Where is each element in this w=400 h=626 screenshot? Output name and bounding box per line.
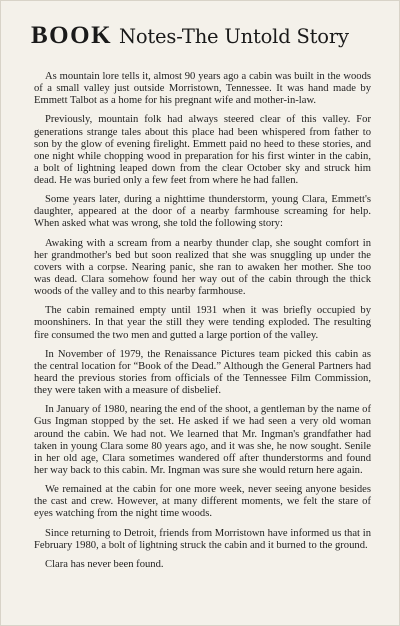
paragraph-2: Previously, mountain folk had always steered clear of this valley. For generations strange tales about this place had been whispered from father to son by the glow of evening firelight. Emmett paid no heed to these stories, and one night while chopping wood in preparation for his first winter in the cabin, a bolt of lightning leaped down from the clear October sky and struck him dead. He was buried only a few feet from where he had fallen. <box>34 114 371 186</box>
paragraph-1: As mountain lore tells it, almost 90 years ago a cabin was built in the woods of a small valley just outside Morristown, Tennessee. It was hand made by Emmett Talbot as a home for his pregnant wife and mother-in-law. <box>34 71 371 107</box>
title-subtitle: Notes-The Untold Story <box>119 25 349 48</box>
page-title <box>31 21 376 52</box>
paragraph-7: In January of 1980, nearing the end of the shoot, a gentleman by the name of Gus Ingman stopped by the set. He asked if we had seen a very old woman around the cabin. We had not. We learned that Mr. Ingman's grandfather had taken in young Clara some 80 years ago, and it was she, he now sought. Senile in her old age, Clara sometimes wandered off after thunderstorms and found her way back to this cabin. Mr. Ingman was sure she would return here again. <box>34 404 371 476</box>
paragraph-9: Since returning to Detroit, friends from Morristown have informed us that in February 1980, a bolt of lightning struck the cabin and it burned to the ground. <box>34 527 371 551</box>
paragraph-5: The cabin remained empty until 1931 when it was briefly occupied by moonshiners. In that year the still they were tending exploded. The resulting fire consumed the two men and gutted a large portion of the valley. <box>34 305 371 341</box>
paragraph-10: Clara has never been found. <box>45 558 164 570</box>
paragraph-6: In November of 1979, the Renaissance Pictures team picked this cabin as the central location for “Book of the Dead.” Although the General Partners had heard the previous stories from officials of the Tennessee Film Commission, they were taken with a measure of disbelief. <box>34 348 371 397</box>
paragraph-8: We remained at the cabin for one more week, never seeing anyone besides the cast and crew. However, at many different moments, we felt the stare of eyes watching from the night time woods. <box>34 484 371 520</box>
story-body <box>34 71 371 578</box>
paragraph-4: Awaking with a scream from a nearby thunder clap, she sought comfort in her grandmother's bed but soon realized that she was snuggling up under the covers with a corpse. Nearing panic, she ran to awaken her mother. She too was dead. Clara somehow found her way out of the cabin through the thick woods of the valley and to this nearby farmhouse. <box>34 237 371 298</box>
title-word-book: BOOK <box>31 22 113 49</box>
paragraph-3: Some years later, during a nighttime thunderstorm, young Clara, Emmett's daughter, appeared at the door of a nearby farmhouse screaming for help. When asked what was wrong, she told the following story: <box>34 194 371 230</box>
